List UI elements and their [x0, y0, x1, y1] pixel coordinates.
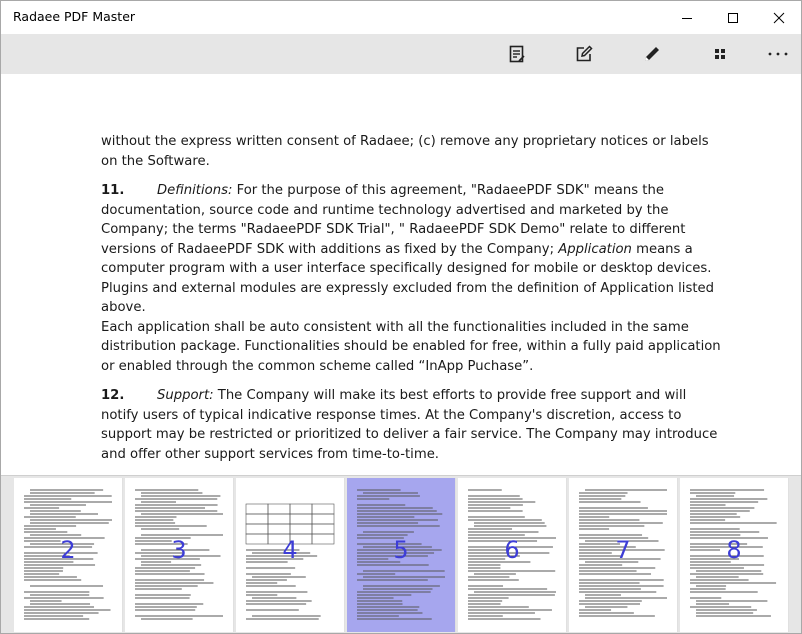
page-number: 3	[171, 536, 187, 564]
clause-text: The Company will make its best efforts to provide free support and will notify users of typical indicative response times. At the Company's discretion, access to support may be restricted or prioritized to deliver a fair service. The Company may introduce and offer other support services from time-to-time.	[101, 388, 718, 462]
more-icon	[767, 51, 789, 57]
page-thumbnail[interactable]	[569, 478, 678, 632]
page-thumbnail-selected[interactable]	[347, 478, 456, 632]
close-icon	[773, 12, 785, 24]
page-number: 7	[615, 536, 631, 564]
page-thumbnail[interactable]	[14, 478, 123, 632]
maximize-button[interactable]	[710, 1, 756, 34]
edit-icon	[575, 45, 593, 63]
clause-11-extra: Each application shall be auto consistent with all the functionalities included in the same distribution package. Functionalities should be enabled for free, within a fully paid application or enabled through the common scheme called “InApp Puchase”.	[101, 319, 721, 374]
clause-heading: Definitions:	[157, 183, 233, 198]
ink-button[interactable]	[629, 34, 675, 74]
page-number: 2	[60, 536, 76, 564]
page-number: 4	[282, 536, 298, 564]
page-thumbnail[interactable]	[458, 478, 567, 632]
clause-term: Application	[558, 241, 632, 257]
paragraph-continuation: without the express written consent of Radaee; (c) remove any proprietary notices or labels on the Software.	[101, 134, 709, 169]
minimize-button[interactable]	[664, 1, 710, 34]
page-number: 5	[393, 536, 409, 564]
thumbnail-strip	[1, 475, 801, 633]
title-bar	[1, 1, 801, 34]
page-thumbnail[interactable]	[125, 478, 234, 632]
clause-text: means a computer program with a user interface specifically designed for mobile or desktop devices. Plugins and external modules are expressly excluded from the definition of Application listed above.	[101, 241, 714, 315]
window-title: Radaee PDF Master	[13, 9, 136, 24]
pdf-document-view[interactable]	[1, 74, 801, 475]
annotations-list-button[interactable]	[494, 34, 540, 74]
clause-number: 11.	[101, 183, 125, 198]
thumbnail-scrollbar[interactable]	[790, 478, 801, 632]
page-thumbnail[interactable]	[236, 478, 345, 632]
clause-number: 12.	[101, 388, 125, 403]
close-button[interactable]	[756, 1, 802, 34]
command-bar	[1, 34, 801, 74]
minimize-icon	[681, 12, 693, 24]
clause-heading: Support:	[157, 388, 214, 403]
thumbnails-icon	[714, 48, 726, 60]
document-edit-icon	[508, 45, 526, 63]
page-number: 6	[504, 536, 520, 564]
page-text	[101, 132, 721, 523]
edit-button[interactable]	[561, 34, 607, 74]
maximize-icon	[727, 12, 739, 24]
page-thumbnail[interactable]	[680, 478, 789, 632]
page-number: 8	[726, 536, 742, 564]
thumbnails-button[interactable]	[697, 34, 743, 74]
clause-text: For the purpose of this agreement, "RadaeePDF SDK" means the documentation, source code and runtime technology advertised and marketed by the Company; the terms "RadaeePDF SDK Trial", " RadaeePDF SDK Demo" relate to different versions of RadaeePDF SDK with additions as fixed by the Company;	[101, 183, 686, 257]
clause-12	[101, 386, 721, 464]
pen-icon	[643, 45, 661, 63]
clause-11	[101, 181, 721, 318]
more-button[interactable]	[755, 34, 801, 74]
